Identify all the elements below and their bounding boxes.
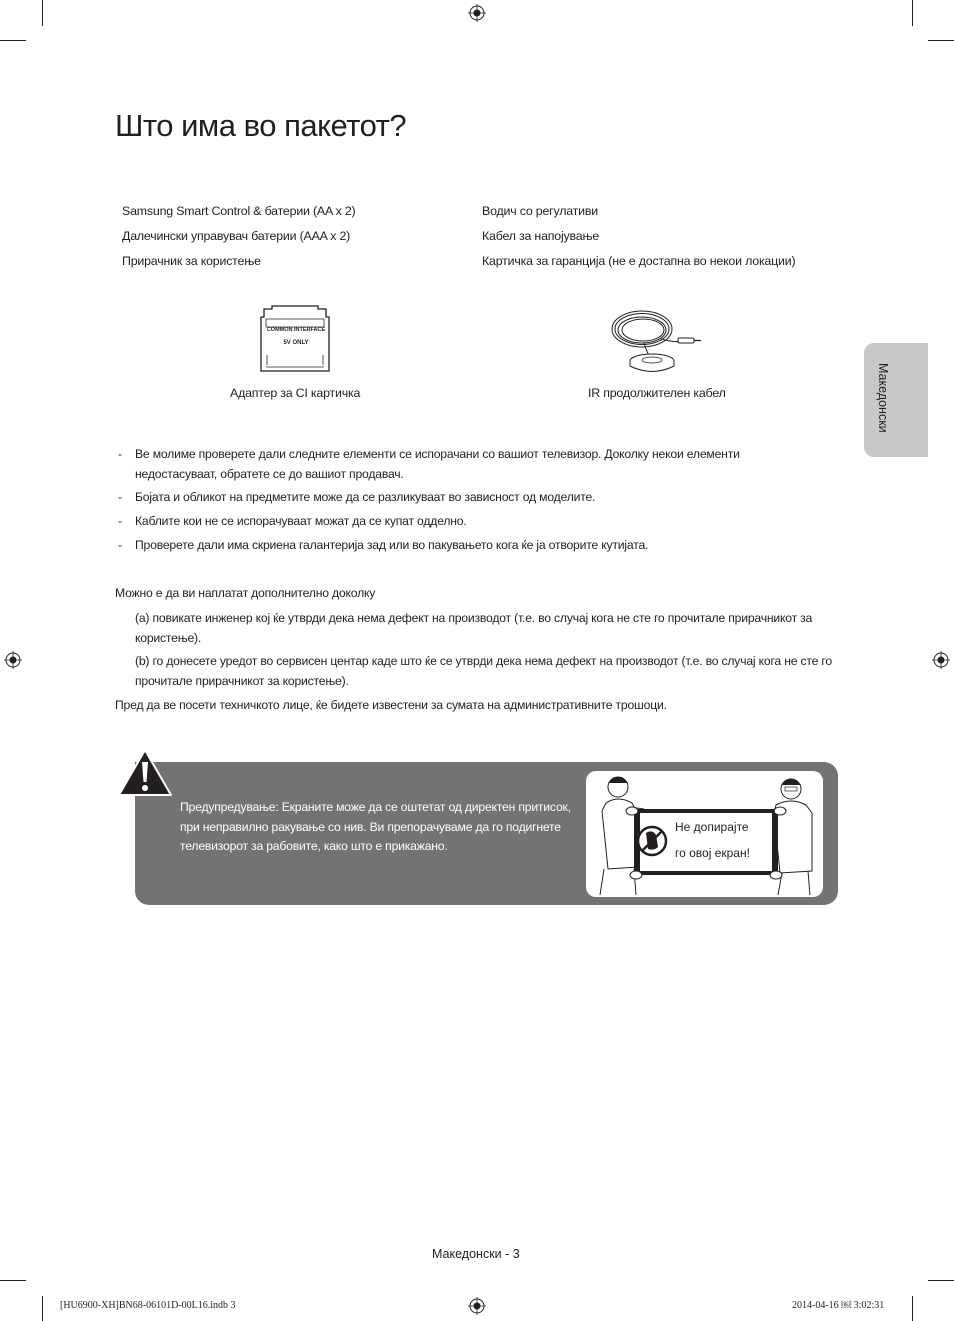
registration-mark-icon xyxy=(468,4,486,22)
warning-body: : Екраните може да се оштетат од директен притисок, при неправилно ракување со нив. Ви препорачуваме да го подигнете телевизорот за рабовите, како што е прикажано. xyxy=(180,800,571,853)
language-tab-label: Македонски xyxy=(876,363,890,433)
bullet-dash: - xyxy=(118,490,122,504)
crop-mark xyxy=(928,40,954,41)
note-item xyxy=(118,512,798,532)
list-item: Картичка за гаранција (не е достапна во некои локации) xyxy=(482,254,796,268)
bullet-dash: - xyxy=(118,447,122,461)
list-item: Samsung Smart Control & батерии (AA x 2) xyxy=(122,204,356,218)
note-item xyxy=(118,445,798,484)
ir-cable-caption: IR продолжителен кабел xyxy=(588,386,726,400)
crop-mark xyxy=(928,1280,954,1281)
note-item xyxy=(118,536,798,556)
tv-screen-message-line1: Не допирајте xyxy=(675,820,749,834)
charge-item-b: (b) го донесете уредот во сервисен центар каде што ќе се утврди дека нема дефект на производот (т.е. во случај кога не сте го прочитале прирачникот за користење). xyxy=(135,654,832,688)
crop-mark xyxy=(42,1296,43,1321)
adapter-caption: Адаптер за CI картичка xyxy=(230,386,361,400)
ci-card-adapter-illustration xyxy=(258,305,332,373)
adapter-label-line2: 5V ONLY xyxy=(283,340,309,346)
page-footer: Македонски - 3 xyxy=(432,1247,520,1261)
crop-mark xyxy=(912,1296,913,1321)
print-slug-left: [HU6900-XH]BN68-06101D-00L16.indb 3 xyxy=(60,1300,236,1311)
tv-screen-message-line2: го овој екран! xyxy=(675,846,750,860)
ir-extender-cable-illustration xyxy=(606,303,706,375)
crop-mark xyxy=(42,0,43,26)
note-text: Каблите кои не се испорачуваат можат да се купат одделно. xyxy=(135,514,467,528)
registration-mark-icon xyxy=(468,1297,486,1315)
note-text: Бојата и обликот на предметите може да се разликуваат во зависност од моделите. xyxy=(135,490,596,504)
bullet-dash: - xyxy=(118,514,122,528)
warning-triangle-icon xyxy=(117,748,173,798)
print-slug-right: 2014-04-16 ￼ 3:02:31 xyxy=(792,1300,885,1311)
bullet-dash: - xyxy=(118,538,122,552)
charges-outro: Пред да ве посети техничкото лице, ќе бидете известени за сумата на административните трошоци. xyxy=(115,698,667,712)
charge-item-a: (а) повикате инженер кој ќе утврди дека нема дефект на производот (т.е. во случај кога не сте го прочитале прирачникот за користење). xyxy=(135,611,813,645)
warning-text xyxy=(180,798,580,857)
list-item: Прирачник за користење xyxy=(122,254,261,268)
tv-handling-illustration xyxy=(586,771,823,897)
crop-mark xyxy=(0,40,26,41)
adapter-label-line1: COMMON INTERFACE xyxy=(266,327,326,333)
list-item: Кабел за напојување xyxy=(482,229,600,243)
note-item xyxy=(118,488,798,508)
note-text: Ве молиме проверете дали следните елементи се испорачани со вашиот телевизор. Доколку некои елементи недостасуваат, обратете се до вашиот продавач. xyxy=(135,447,740,481)
crop-mark xyxy=(0,1280,26,1281)
page-title: Што има во пакетот? xyxy=(115,108,407,143)
registration-mark-icon xyxy=(932,651,950,669)
note-text: Проверете дали има скриена галантерија зад или во пакувањето кога ќе ја отворите кутијата. xyxy=(135,538,649,552)
list-item: Водич со регулативи xyxy=(482,204,598,218)
list-item: Далечински управувач батерии (AAA x 2) xyxy=(122,229,351,243)
crop-mark xyxy=(912,0,913,26)
language-side-tab xyxy=(864,343,928,457)
warning-label: Предупредување xyxy=(180,800,276,814)
charges-intro: Можно е да ви наплатат дополнително доколку xyxy=(115,586,376,600)
registration-mark-icon xyxy=(4,651,22,669)
